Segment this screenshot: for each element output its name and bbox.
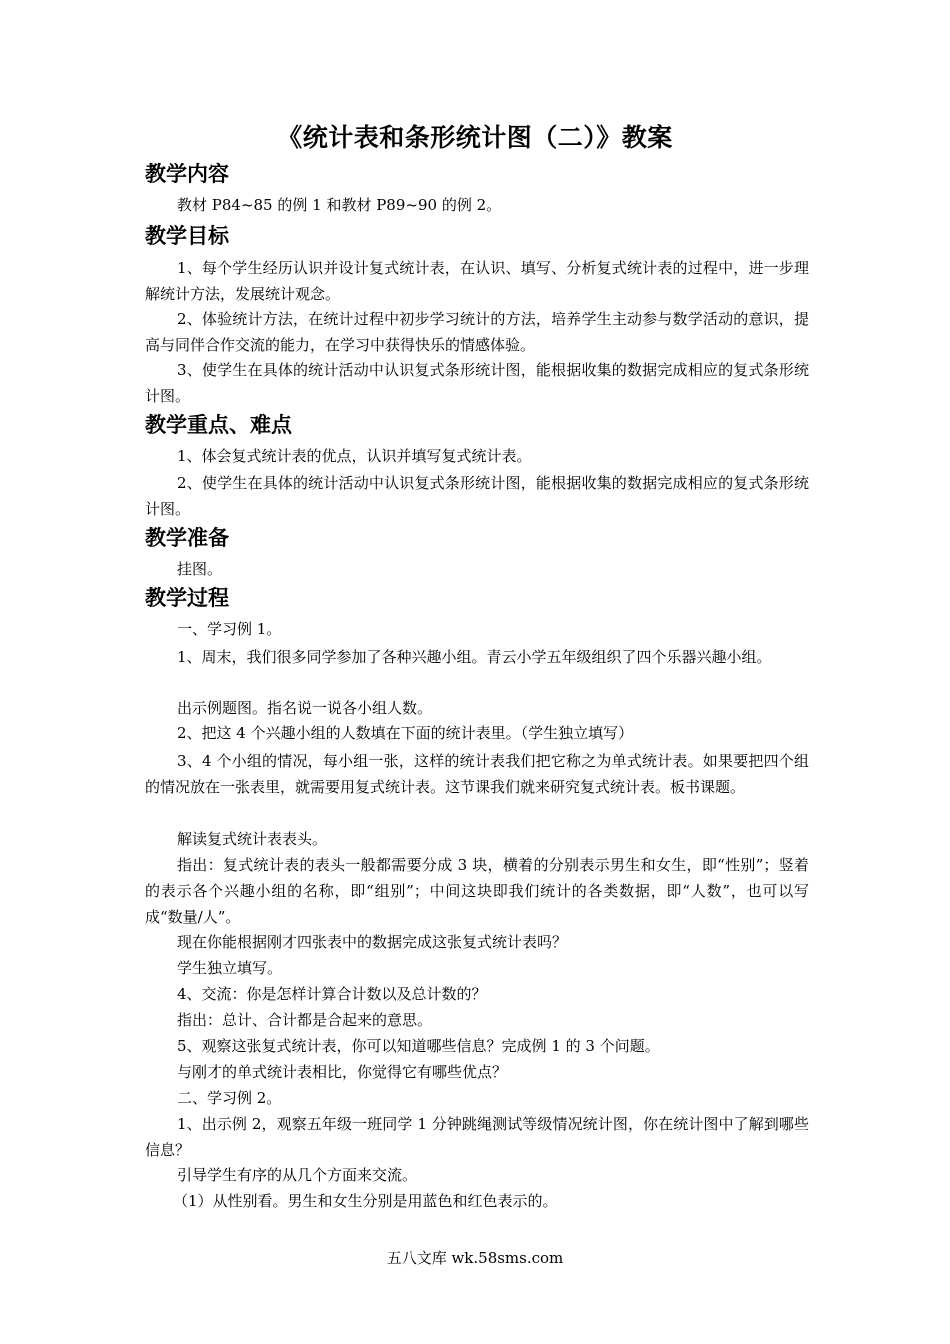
process-line: 学生独立填写。 bbox=[177, 959, 283, 977]
paragraph-teaching-content: 教材 P84~85 的例 1 和教材 P89~90 的例 2。 bbox=[177, 196, 502, 214]
paragraph-goal-1: 1、每个学生经历认识并设计复式统计表，在认识、填写、分析复式统计表的过程中，进一步理解统计方法，发展统计观念。 bbox=[145, 259, 809, 303]
paragraph-key-point-1: 1、体会复式统计表的优点，认识并填写复式统计表。 bbox=[177, 447, 532, 465]
process-line: 出示例题图。指名说一说各小组人数。 bbox=[177, 699, 433, 717]
process-line: 解读复式统计表表头。 bbox=[177, 830, 328, 848]
process-line: 指出：复式统计表的表头一般都需要分成 3 块，横着的分别表示男生和女生，即“性别”；竖着的表示各个兴趣小组的名称，即“组别”；中间这块即我们统计的各类数据，即“人数”，也可以写成“数量/人”。 bbox=[145, 856, 809, 926]
paragraph-goal-2: 2、体验统计方法，在统计过程中初步学习统计的方法，培养学生主动参与数学活动的意识，提高与同伴合作交流的能力，在学习中获得快乐的情感体验。 bbox=[145, 310, 809, 354]
heading-key-points: 教学重点、难点 bbox=[145, 412, 292, 437]
process-line: （1）从性别看。男生和女生分别是用蓝色和红色表示的。 bbox=[173, 1192, 558, 1210]
process-line: 5、观察这张复式统计表，你可以知道哪些信息？完成例 1 的 3 个问题。 bbox=[177, 1037, 660, 1055]
document-title: 《统计表和条形统计图（二）》教案 bbox=[277, 123, 673, 152]
heading-teaching-goals: 教学目标 bbox=[145, 223, 229, 248]
process-line: 现在你能根据刚才四张表中的数据完成这张复式统计表吗？ bbox=[177, 933, 568, 951]
paragraph-goal-3: 3、使学生在具体的统计活动中认识复式条形统计图，能根据收集的数据完成相应的复式条形统计图。 bbox=[145, 361, 809, 405]
process-line: 与刚才的单式统计表相比，你觉得它有哪些优点？ bbox=[177, 1063, 508, 1081]
process-line: 3、4 个小组的情况，每小组一张，这样的统计表我们把它称之为单式统计表。如果要把四个组的情况放在一张表里，就需要用复式统计表。这节课我们就来研究复式统计表。板书课题。 bbox=[145, 752, 809, 796]
heading-preparation: 教学准备 bbox=[145, 525, 229, 550]
process-line: 一、学习例 1。 bbox=[177, 620, 282, 638]
process-line: 2、把这 4 个兴趣小组的人数填在下面的统计表里。（学生独立填写） bbox=[177, 724, 634, 742]
process-line: 指出：总计、合计都是合起来的意思。 bbox=[177, 1011, 433, 1029]
heading-teaching-content: 教学内容 bbox=[145, 161, 229, 186]
heading-teaching-process: 教学过程 bbox=[145, 585, 229, 610]
process-line: 引导学生有序的从几个方面来交流。 bbox=[177, 1166, 418, 1184]
process-line: 4、交流：你是怎样计算合计数以及总计数的？ bbox=[177, 985, 487, 1003]
process-line: 二、学习例 2。 bbox=[177, 1089, 282, 1107]
process-line: 1、周末，我们很多同学参加了各种兴趣小组。青云小学五年级组织了四个乐器兴趣小组。 bbox=[177, 648, 772, 666]
paragraph-preparation: 挂图。 bbox=[177, 560, 223, 578]
process-line: 1、出示例 2，观察五年级一班同学 1 分钟跳绳测试等级情况统计图，你在统计图中了解到哪些信息？ bbox=[145, 1115, 809, 1159]
paragraph-key-point-2: 2、使学生在具体的统计活动中认识复式条形统计图，能根据收集的数据完成相应的复式条形统计图。 bbox=[145, 474, 809, 518]
page-footer: 五八文库 wk.58sms.com bbox=[386, 1249, 564, 1267]
